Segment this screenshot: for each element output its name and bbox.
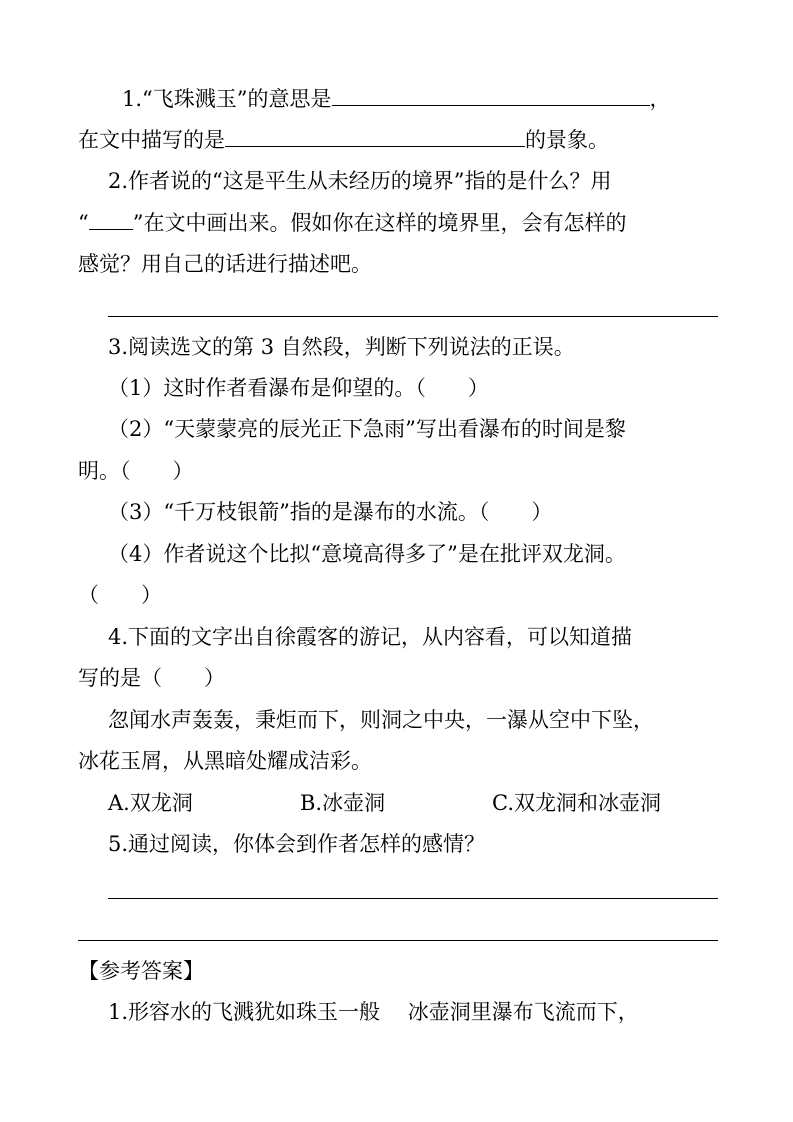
q5-stem: 5.通过阅读，你体会到作者怎样的感情？ xyxy=(108,832,486,856)
q4-quote-line1: 忽闻水声轰轰，秉炬而下，则洞之中央，一瀑从空中下坠， xyxy=(108,708,654,732)
q1-blank-meaning[interactable] xyxy=(332,83,650,106)
q2-answer-line[interactable] xyxy=(108,316,718,317)
q4-line2: 写的是（ ） xyxy=(78,666,225,690)
q1-line2 xyxy=(78,124,609,155)
q1-line1 xyxy=(122,83,671,114)
q4-quote-line2: 冰花玉屑，从黑暗处耀成洁彩。 xyxy=(78,749,372,773)
q2-text-b: ”在文中画出来。假如你在这样的境界里，会有怎样的 xyxy=(132,211,627,235)
q1-text-c: 在文中描写的是 xyxy=(78,128,225,152)
answer-1: 1.形容水的飞溅犹如珠玉一般 冰壶洞里瀑布飞流而下， xyxy=(108,1000,639,1024)
q2-line3: 感觉？用自己的话进行描述吧。 xyxy=(78,252,372,276)
q3-stem: 3.阅读选文的第 3 自然段，判断下列说法的正误。 xyxy=(108,335,575,359)
q4-option-a: A.双龙洞 xyxy=(108,791,193,815)
q3-item4-line1: （4）作者说这个比拟“意境高得多了”是在批评双龙洞。 xyxy=(108,542,626,566)
q5-answer-line[interactable] xyxy=(108,898,718,899)
answers-heading: 【参考答案】 xyxy=(78,959,204,983)
q2-line1: 2.作者说的“这是平生从未经历的境界”指的是什么？用 xyxy=(108,169,612,193)
q2-blank-mark xyxy=(89,207,133,230)
q3-item4-line2: （ ） xyxy=(78,583,162,607)
q1-text-d: 的景象。 xyxy=(525,128,609,152)
q1-blank-scene[interactable] xyxy=(225,124,525,147)
section-divider xyxy=(78,940,718,941)
q4-line1: 4.下面的文字出自徐霞客的游记，从内容看，可以知道描 xyxy=(108,625,633,649)
q3-item2-line2: 明。（ ） xyxy=(78,459,194,483)
q1-text-b: ， xyxy=(649,87,671,111)
q3-item3: （3）“千万枝银箭”指的是瀑布的水流。（ ） xyxy=(108,500,553,524)
q1-text-a: 1.“飞珠溅玉”的意思是 xyxy=(122,87,332,111)
q2-line2 xyxy=(78,207,626,238)
q4-option-c: C.双龙洞和冰壶洞 xyxy=(492,791,661,815)
q3-item2-line1: （2）“天蒙蒙亮的辰光正下急雨”写出看瀑布的时间是黎 xyxy=(108,417,626,441)
q2-text-a: “ xyxy=(78,211,89,235)
q4-option-b: B.冰壶洞 xyxy=(300,791,386,815)
q3-item1: （1）这时作者看瀑布是仰望的。（ ） xyxy=(108,376,489,400)
